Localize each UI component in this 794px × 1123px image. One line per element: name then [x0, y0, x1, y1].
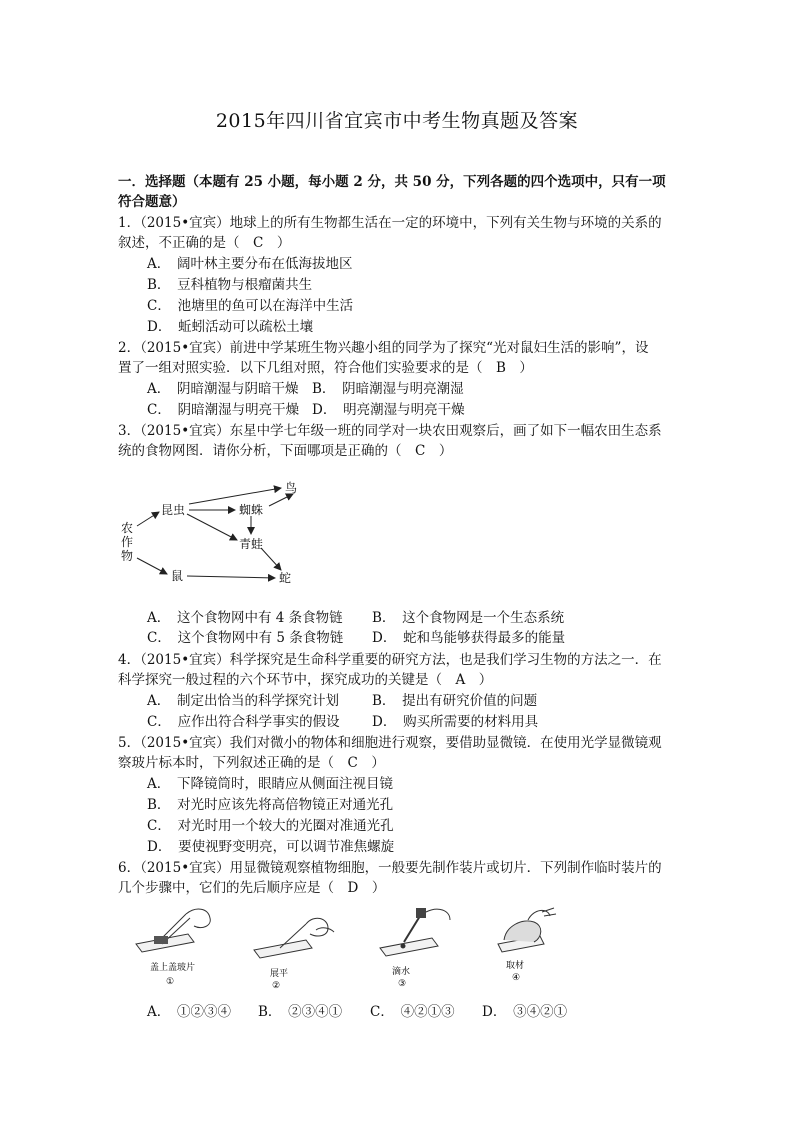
q6-option-b: B． ②③④① — [258, 1004, 343, 1020]
arrow-producer-insect — [137, 512, 159, 526]
node-snake: 蛇 — [279, 571, 292, 585]
step-1-number: ① — [166, 977, 175, 987]
node-insect: 昆虫 — [161, 503, 186, 517]
q5-option-a: A． 下降镜筒时，眼睛应从侧面注视目镜 — [147, 776, 393, 792]
q2-option-c: C． 阴暗潮湿与明亮干燥 — [147, 402, 300, 418]
q3-stem-line1: 3．（2015•宜宾）东星中学七年级一班的同学对一块农田观察后，画了如下一幅农田生态系 — [118, 423, 662, 439]
q3-stem-line2: 统的食物网图．请你分析，下面哪项是正确的（ C ） — [118, 443, 453, 459]
q3-option-d: D． 蛇和鸟能够获得最多的能量 — [372, 630, 566, 646]
q4-option-d: D． 购买所需要的材料用具 — [372, 714, 539, 730]
step-spread — [254, 918, 334, 958]
section-heading-line1: 一．选择题（本题有 25 小题，每小题 2 分，共 50 分，下列各题的四个选项中，只有一项 — [118, 174, 666, 190]
arrow-producer-mouse — [137, 558, 167, 574]
q1-stem-line2: 叙述，不正确的是（ C ） — [118, 235, 291, 251]
q1-stem-line1: 1．（2015•宜宾）地球上的所有生物都生活在一定的环境中，下列有关生物与环境的关系的 — [118, 215, 662, 231]
q4-option-a: A． 制定出恰当的科学探究计划 — [147, 693, 339, 709]
q1-option-c: C． 池塘里的鱼可以在海洋中生活 — [147, 298, 354, 314]
section-heading-line2: 符合题意） — [118, 194, 186, 210]
step-take-material — [498, 908, 556, 952]
node-frog: 青蛙 — [239, 537, 264, 551]
arrow-spider-bird — [269, 494, 293, 506]
q6-stem-line1: 6．（2015•宜宾）用显微镜观察植物细胞，一般要先制作装片或切片．下列制作临时装片的 — [118, 860, 662, 876]
q6-stem-line2: 几个步骤中，它们的先后顺序应是（ D ） — [118, 880, 386, 896]
q6-option-c: C． ④②①③ — [370, 1004, 455, 1020]
food-web-diagram — [115, 474, 315, 594]
q2-stem-line1: 2．（2015•宜宾）前进中学某班生物兴趣小组的同学为了探究“光对鼠妇生活的影响”，设 — [118, 340, 649, 356]
q4-stem-line1: 4．（2015•宜宾）科学探究是生命科学重要的研究方法，也是我们学习生物的方法之一．在 — [118, 652, 662, 668]
arrow-insect-frog — [187, 514, 237, 540]
node-mouse: 鼠 — [171, 569, 184, 583]
q5-stem-line2: 察玻片标本时，下列叙述正确的是（ C ） — [118, 755, 385, 771]
step-3-number: ③ — [398, 979, 407, 989]
q2-stem-line2: 置了一组对照实验．以下几组对照，符合他们实验要求的是（ B ） — [118, 360, 533, 376]
step-4-number: ④ — [512, 973, 521, 983]
q2-option-a: A． 阴暗潮湿与阴暗干燥 — [147, 381, 299, 397]
q4-option-b: B． 提出有研究价值的问题 — [372, 693, 538, 709]
q1-option-d: D． 蚯蚓活动可以疏松土壤 — [147, 319, 314, 335]
step-cover-slip — [136, 909, 210, 952]
q1-option-b: B． 豆科植物与根瘤菌共生 — [147, 277, 313, 293]
step-1-label: 盖上盖玻片 — [150, 963, 196, 973]
q3-option-a: A． 这个食物网中有 4 条食物链 — [147, 610, 343, 626]
q1-option-a: A． 阔叶林主要分布在低海拔地区 — [147, 256, 353, 272]
q2-option-d: D． 明亮潮湿与明亮干燥 — [312, 402, 465, 418]
step-4-label: 取材 — [506, 961, 525, 971]
node-bird: 鸟 — [285, 481, 298, 495]
node-producer-2: 作 — [121, 535, 134, 549]
q6-option-a: A． ①②③④ — [147, 1004, 231, 1020]
q3-option-b: B． 这个食物网是一个生态系统 — [372, 610, 565, 626]
q4-option-c: C． 应作出符合科学事实的假设 — [147, 714, 340, 730]
node-spider: 蜘蛛 — [239, 503, 264, 517]
q5-option-c: C． 对光时用一个较大的光圈对准通光孔 — [147, 818, 394, 834]
q3-option-c: C． 这个食物网中有 5 条食物链 — [147, 630, 344, 646]
step-drop-water — [380, 908, 450, 956]
step-2-number: ② — [272, 981, 281, 991]
q5-option-b: B． 对光时应该先将高倍物镜正对通光孔 — [147, 797, 394, 813]
slide-steps-illustration — [130, 904, 570, 994]
q5-option-d: D． 要使视野变明亮，可以调节准焦螺旋 — [147, 839, 395, 855]
q5-stem-line1: 5．（2015•宜宾）我们对微小的物体和细胞进行观察，要借助显微镜．在使用光学显微镜观 — [118, 735, 662, 751]
page-title: 2015年四川省宜宾市中考生物真题及答案 — [215, 110, 579, 132]
q4-stem-line2: 科学探究一般过程的六个环节中，探究成功的关键是（ A ） — [118, 672, 493, 688]
arrow-mouse-snake — [187, 576, 275, 578]
step-2-label: 展平 — [270, 969, 289, 979]
node-producer-1: 农 — [121, 521, 134, 535]
q2-option-b: B． 阴暗潮湿与明亮潮湿 — [312, 381, 464, 397]
arrow-frog-snake — [261, 548, 281, 570]
q6-option-d: D． ③④②① — [482, 1004, 568, 1020]
node-producer-3: 物 — [121, 549, 134, 563]
arrow-insect-bird — [189, 488, 281, 504]
step-3-label: 滴水 — [392, 967, 411, 977]
